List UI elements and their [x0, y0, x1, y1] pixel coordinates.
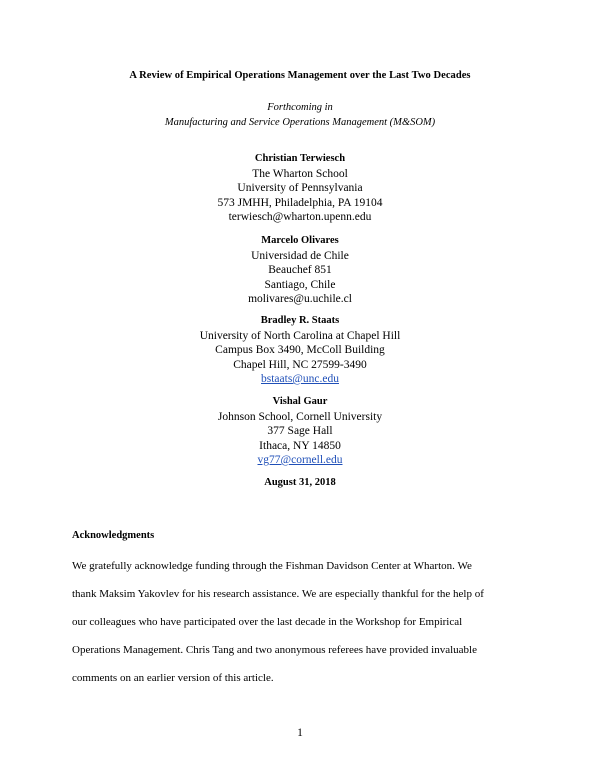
author-address: Beauchef 851 [268, 264, 332, 276]
forthcoming-journal: Manufacturing and Service Operations Management (M&SOM) [164, 117, 436, 128]
author-block-olivares [0, 234, 600, 307]
paper-date: August 31, 2018 [264, 477, 336, 488]
author-email: molivares@u.uchile.cl [248, 293, 352, 305]
author-email-link[interactable]: bstaats@unc.edu [261, 373, 339, 385]
acknowledgments-line: Operations Management. Chris Tang and two anonymous referees have provided invaluable [72, 644, 477, 656]
page-number: 1 [297, 727, 303, 739]
author-email-link[interactable]: vg77@cornell.edu [257, 454, 343, 466]
acknowledgments-line: We gratefully acknowledge funding through the Fishman Davidson Center at Wharton. We [72, 560, 472, 572]
paper-title: A Review of Empirical Operations Management over the Last Two Decades [129, 70, 471, 81]
acknowledgments-line: comments on an earlier version of this article. [72, 672, 274, 684]
author-address: 377 Sage Hall [267, 425, 333, 437]
author-affiliation: Universidad de Chile [251, 249, 349, 262]
author-name: Bradley R. Staats [260, 315, 340, 326]
acknowledgments-line: thank Maksim Yakovlev for his research assistance. We are especially thankful for the help of [72, 588, 484, 600]
forthcoming-line-1: Forthcoming in [267, 102, 333, 113]
forthcoming-note [0, 100, 600, 130]
author-affiliation: Johnson School, Cornell University [217, 410, 383, 423]
author-block-gaur [0, 395, 600, 468]
author-address: Ithaca, NY 14850 [259, 439, 341, 452]
author-address: Campus Box 3490, McColl Building [215, 344, 385, 356]
author-address: Santiago, Chile [264, 278, 336, 291]
author-affiliation: University of Pennsylvania [237, 182, 363, 194]
author-affiliation: University of North Carolina at Chapel Hill [199, 329, 401, 342]
acknowledgments-heading: Acknowledgments [72, 530, 155, 541]
acknowledgments-body [72, 552, 532, 692]
author-name: Christian Terwiesch [254, 153, 346, 164]
author-block-terwiesch [0, 152, 600, 225]
author-email: terwiesch@wharton.upenn.edu [228, 211, 372, 223]
acknowledgments-line: our colleagues who have participated over the last decade in the Workshop for Empirical [72, 616, 463, 628]
author-address: Chapel Hill, NC 27599-3490 [233, 358, 367, 371]
author-address: 573 JMHH, Philadelphia, PA 19104 [217, 196, 383, 209]
author-affiliation: The Wharton School [252, 167, 348, 180]
author-name: Vishal Gaur [272, 396, 328, 407]
author-name: Marcelo Olivares [261, 235, 339, 246]
author-block-staats [0, 314, 600, 387]
